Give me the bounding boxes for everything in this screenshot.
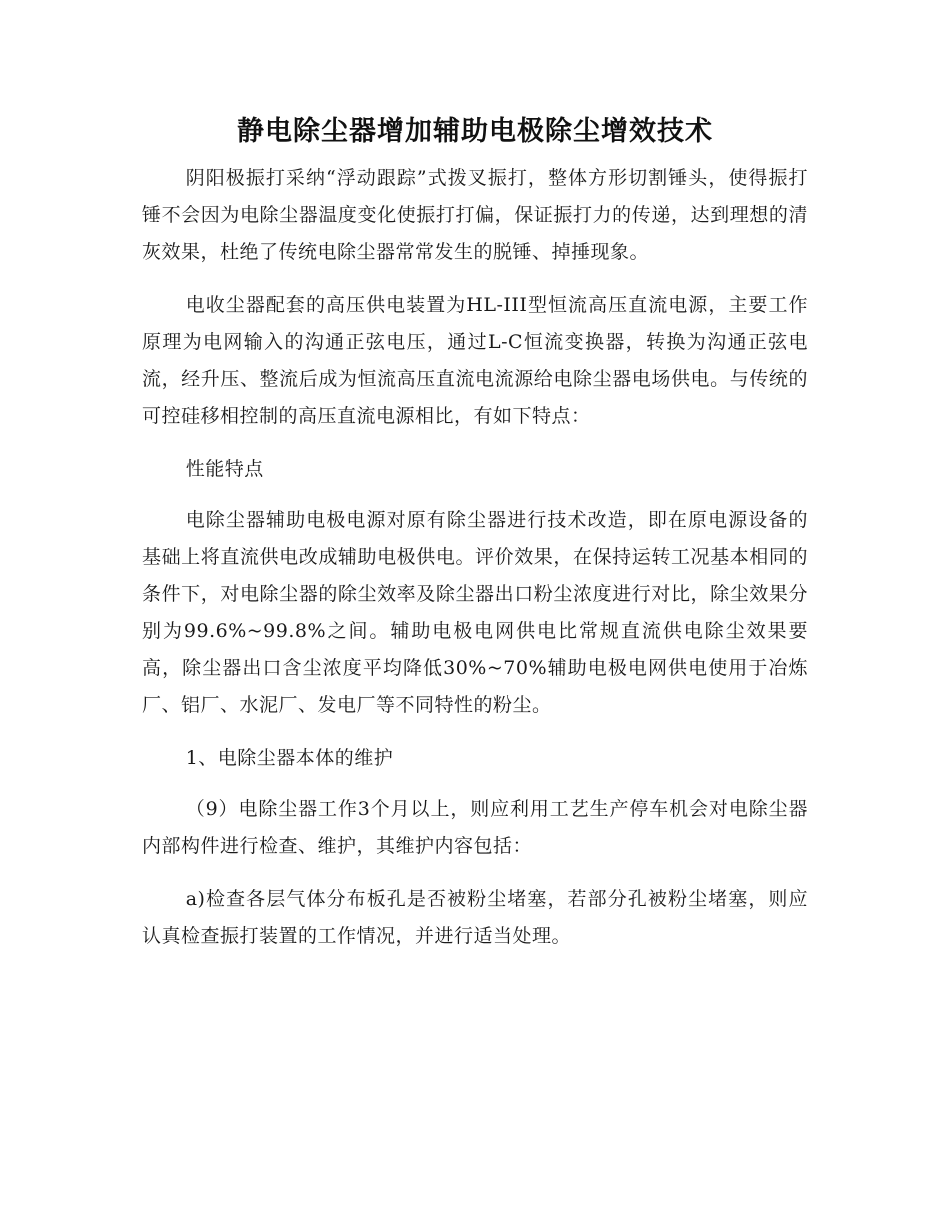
paragraph-inspection: （9）电除尘器工作3个月以上，则应利用工艺生产停车机会对电除尘器内部构件进行检查、维护，其维护内容包括： xyxy=(142,798,808,857)
heading-maintenance: 1、电除尘器本体的维护 xyxy=(185,747,394,769)
paragraph-distribution-plate: a)检查各层气体分布板孔是否被粉尘堵塞，若部分孔被粉尘堵塞，则应认真检查振打装置的工作情况，并进行适当处理。 xyxy=(142,888,808,947)
document-page xyxy=(142,112,808,971)
heading-performance-features: 性能特点 xyxy=(185,458,264,480)
paragraph-rapping: 阴阳极振打采纳“浮动跟踪”式拨叉振打，整体方形切割锤头，使得振打锤不会因为电除尘器温度变化使振打打偏，保证振打力的传递，达到理想的清灰效果，杜绝了传统电除尘器常常发生的脱锤、掉捶现象。 xyxy=(142,167,808,263)
document-title: 静电除尘器增加辅助电极除尘增效技术 xyxy=(237,116,713,147)
paragraph-auxiliary-electrode: 电除尘器辅助电极电源对原有除尘器进行技术改造，即在原电源设备的基础上将直流供电改成辅助电极供电。评价效果，在保持运转工况基本相同的条件下，对电除尘器的除尘效率及除尘器出口粉尘浓度进行对比，除尘效果分别为99.6%~99.8%之间。辅助电极电网供电比常规直流供电除尘效果要高，除尘器出口含尘浓度平均降低30%~70%辅助电极电网供电使用于冶炼厂、铝厂、水泥厂、发电厂等不同特性的粉尘。 xyxy=(142,509,808,716)
paragraph-power-supply: 电收尘器配套的高压供电装置为HL-III型恒流高压直流电源，主要工作原理为电网输入的沟通正弦电压，通过L-C恒流变换器，转换为沟通正弦电流，经升压、整流后成为恒流高压直流电流源给电除尘器电场供电。与传统的可控硅移相控制的高压直流电源相比，有如下特点： xyxy=(142,294,808,427)
